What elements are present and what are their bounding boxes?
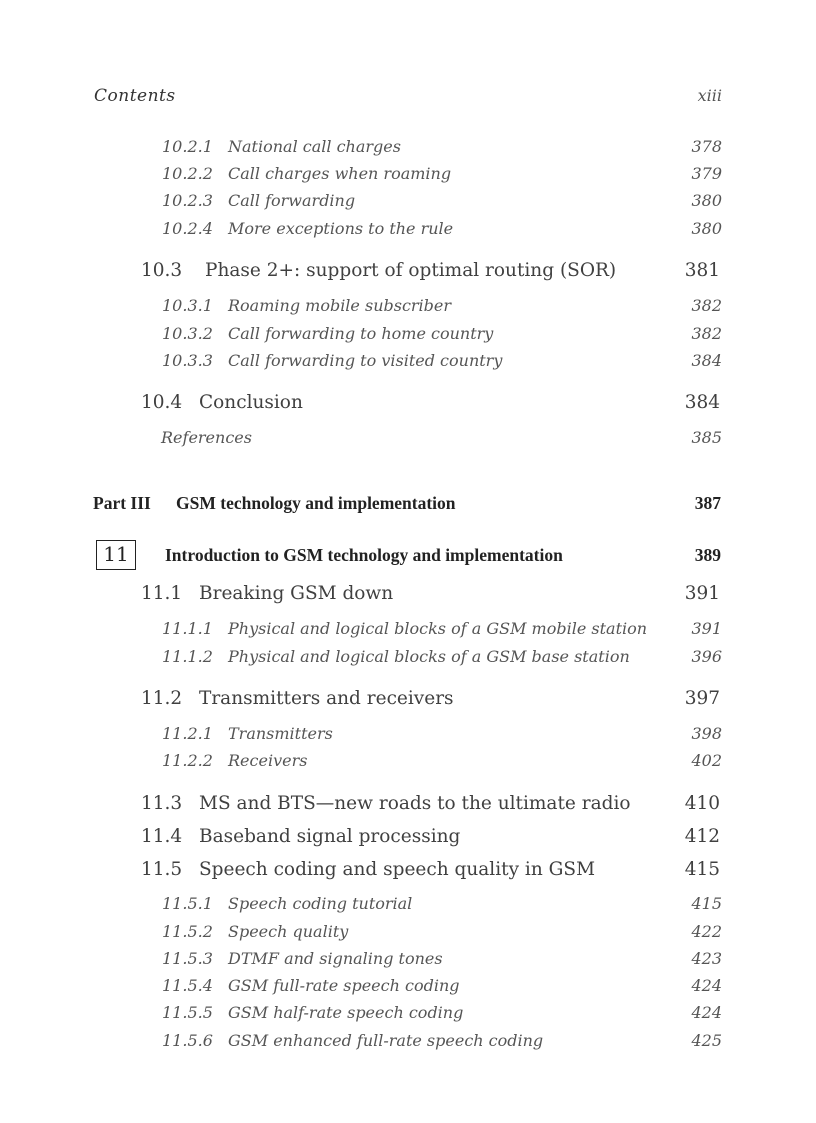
toc-subsection-entry[interactable] bbox=[0, 1029, 816, 1053]
entry-title: Call forwarding to home country bbox=[228, 324, 494, 343]
entry-page: 410 bbox=[684, 793, 720, 814]
entry-title: Physical and logical blocks of a GSM base station bbox=[228, 647, 630, 666]
toc-subsection-entry[interactable] bbox=[0, 162, 816, 186]
entry-page: 398 bbox=[691, 724, 722, 743]
entry-page: 380 bbox=[691, 191, 722, 210]
entry-page: 424 bbox=[691, 1003, 722, 1022]
entry-page: 396 bbox=[691, 647, 722, 666]
toc-subsection-entry[interactable] bbox=[0, 1001, 816, 1025]
entry-number: 11.1.2 bbox=[162, 647, 213, 666]
toc-section-entry[interactable] bbox=[0, 859, 816, 883]
toc-subsection-entry[interactable] bbox=[0, 294, 816, 318]
entry-page: 397 bbox=[684, 688, 720, 709]
entry-title: Conclusion bbox=[199, 392, 303, 413]
entry-number: 11.2.2 bbox=[162, 751, 213, 770]
entry-title: GSM full-rate speech coding bbox=[228, 976, 460, 995]
entry-title: DTMF and signaling tones bbox=[228, 949, 443, 968]
entry-page: 387 bbox=[694, 493, 721, 513]
entry-title: Call forwarding bbox=[228, 191, 356, 210]
toc-subsection-entry[interactable] bbox=[0, 617, 816, 641]
entry-title: Baseband signal processing bbox=[199, 826, 461, 847]
entry-title: Transmitters and receivers bbox=[199, 688, 454, 709]
entry-page: 415 bbox=[684, 859, 720, 880]
toc-subsection-entry[interactable] bbox=[0, 322, 816, 346]
entry-title: Speech coding tutorial bbox=[228, 894, 413, 913]
toc-subsection-entry[interactable] bbox=[0, 974, 816, 998]
entry-number: 11.5.2 bbox=[162, 922, 213, 941]
entry-page: 378 bbox=[691, 137, 722, 156]
toc-references-entry[interactable] bbox=[0, 426, 816, 450]
entry-page: 380 bbox=[691, 219, 722, 238]
entry-page: 384 bbox=[691, 351, 722, 370]
toc-subsection-entry[interactable] bbox=[0, 349, 816, 373]
entry-number: 10.3.2 bbox=[162, 324, 213, 343]
toc-subsection-entry[interactable] bbox=[0, 749, 816, 773]
entry-title: References bbox=[161, 428, 252, 447]
entry-number: 11.2.1 bbox=[162, 724, 213, 743]
entry-title: Phase 2+: support of optimal routing (SOR) bbox=[205, 260, 617, 281]
entry-title: Call forwarding to visited country bbox=[228, 351, 503, 370]
toc-subsection-entry[interactable] bbox=[0, 892, 816, 916]
entry-title: MS and BTS—new roads to the ultimate radio bbox=[199, 793, 631, 814]
entry-title: National call charges bbox=[228, 137, 401, 156]
entry-page: 391 bbox=[691, 619, 722, 638]
entry-title: GSM enhanced full-rate speech coding bbox=[228, 1031, 544, 1050]
entry-number: 11.1.1 bbox=[162, 619, 213, 638]
entry-title: Breaking GSM down bbox=[199, 583, 394, 604]
toc-subsection-entry[interactable] bbox=[0, 722, 816, 746]
toc-part-entry[interactable] bbox=[0, 493, 816, 517]
entry-page: 382 bbox=[691, 324, 722, 343]
entry-page: 402 bbox=[691, 751, 722, 770]
page-number-roman: xiii bbox=[697, 86, 722, 105]
running-header-title: Contents bbox=[94, 86, 176, 106]
entry-title: Speech quality bbox=[228, 922, 349, 941]
entry-title: Introduction to GSM technology and implementation bbox=[165, 545, 563, 565]
entry-title: Physical and logical blocks of a GSM mobile station bbox=[228, 619, 648, 638]
entry-page: 412 bbox=[684, 826, 720, 847]
toc-section-entry[interactable] bbox=[0, 826, 816, 850]
entry-number: 11.4 bbox=[141, 826, 183, 847]
entry-page: 422 bbox=[691, 922, 722, 941]
entry-number: 11.5.5 bbox=[162, 1003, 213, 1022]
toc-section-entry[interactable] bbox=[0, 392, 816, 416]
entry-title: Speech coding and speech quality in GSM bbox=[199, 859, 596, 880]
entry-page: 382 bbox=[691, 296, 722, 315]
entry-number: 11.5.6 bbox=[162, 1031, 213, 1050]
entry-number: 10.2.2 bbox=[162, 164, 213, 183]
entry-page: 423 bbox=[691, 949, 722, 968]
entry-page: 424 bbox=[691, 976, 722, 995]
entry-number: 11.3 bbox=[141, 793, 183, 814]
entry-number: 10.3.3 bbox=[162, 351, 213, 370]
entry-number: 11.5 bbox=[141, 859, 183, 880]
entry-number: 10.3.1 bbox=[162, 296, 213, 315]
entry-number: 11.1 bbox=[141, 583, 183, 604]
entry-number: 10.4 bbox=[141, 392, 183, 413]
entry-number: 11.2 bbox=[141, 688, 183, 709]
toc-subsection-entry[interactable] bbox=[0, 947, 816, 971]
entry-title: Receivers bbox=[228, 751, 308, 770]
entry-number: 10.2.1 bbox=[162, 137, 213, 156]
toc-subsection-entry[interactable] bbox=[0, 920, 816, 944]
toc-chapter-entry[interactable] bbox=[0, 545, 816, 569]
entry-number: 10.2.4 bbox=[162, 219, 213, 238]
entry-number: 11.5.4 bbox=[162, 976, 213, 995]
entry-title: Transmitters bbox=[228, 724, 333, 743]
entry-title: GSM half-rate speech coding bbox=[228, 1003, 464, 1022]
toc-subsection-entry[interactable] bbox=[0, 217, 816, 241]
toc-section-entry[interactable] bbox=[0, 260, 816, 284]
entry-number: 10.2.3 bbox=[162, 191, 213, 210]
entry-page: 415 bbox=[691, 894, 722, 913]
entry-page: 385 bbox=[691, 428, 722, 447]
entry-number: 11.5.3 bbox=[162, 949, 213, 968]
entry-page: 384 bbox=[684, 392, 720, 413]
entry-page: 425 bbox=[691, 1031, 722, 1050]
chapter-number-box: 11 bbox=[96, 540, 136, 570]
part-label: Part III bbox=[93, 493, 151, 513]
toc-subsection-entry[interactable] bbox=[0, 135, 816, 159]
toc-section-entry[interactable] bbox=[0, 688, 816, 712]
entry-title: Roaming mobile subscriber bbox=[228, 296, 452, 315]
entry-page: 381 bbox=[684, 260, 720, 281]
entry-page: 391 bbox=[684, 583, 720, 604]
toc-subsection-entry[interactable] bbox=[0, 189, 816, 213]
entry-page: 389 bbox=[694, 545, 721, 565]
entry-number: 11.5.1 bbox=[162, 894, 213, 913]
entry-title: More exceptions to the rule bbox=[228, 219, 454, 238]
entry-title: GSM technology and implementation bbox=[176, 493, 456, 513]
toc-subsection-entry[interactable] bbox=[0, 645, 816, 669]
entry-page: 379 bbox=[691, 164, 722, 183]
toc-section-entry[interactable] bbox=[0, 793, 816, 817]
entry-number: 10.3 bbox=[141, 260, 183, 281]
entry-title: Call charges when roaming bbox=[228, 164, 452, 183]
toc-section-entry[interactable] bbox=[0, 583, 816, 607]
